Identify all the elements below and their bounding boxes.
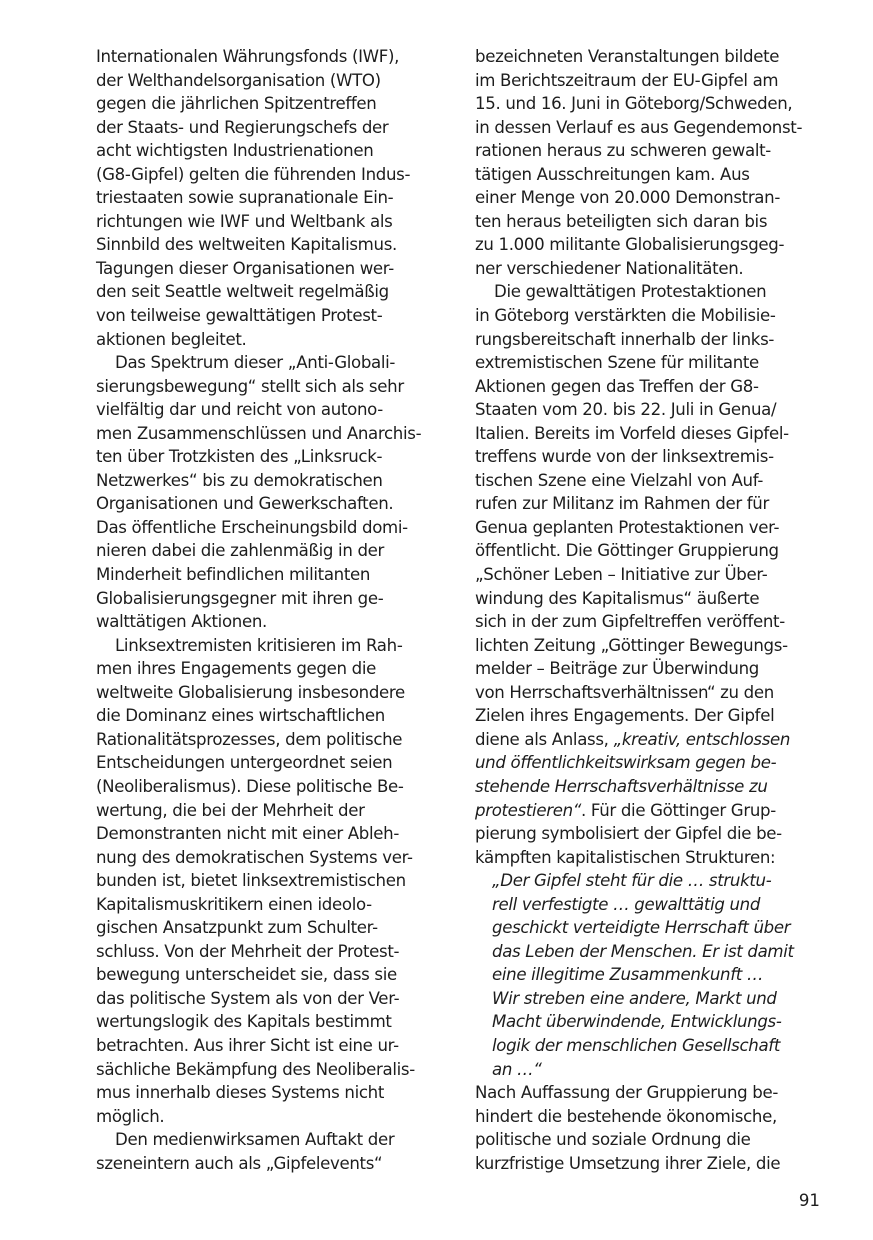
text-line: gischen Ansatzpunkt zum Schulter-	[96, 918, 378, 938]
text-segment: Staaten vom 20. bis 22. Juli in Genua/	[475, 400, 777, 420]
text-line: sächliche Bekämpfung des Neoliberalis-	[96, 1059, 415, 1079]
text-line: Das öffentliche Erscheinungsbild domi-	[96, 517, 408, 537]
text-line	[475, 280, 820, 304]
text-line: wertungslogik des Kapitals bestimmt	[96, 1012, 392, 1032]
italic-text: „kreativ, entschlossen	[613, 729, 791, 749]
text-line	[475, 398, 820, 422]
text-segment: rationen heraus zu schweren gewalt-	[475, 141, 771, 161]
quote-line	[475, 963, 820, 987]
text-line	[475, 634, 820, 658]
text-line	[475, 351, 820, 375]
text-line: Rationalitätsprozesses, dem politische	[96, 729, 403, 749]
italic-text: geschickt verteidigte Herrschaft über	[492, 918, 791, 938]
text-line: die Dominanz eines wirtschaftlichen	[96, 706, 385, 726]
italic-text: rell verfestigte … gewalttätig und	[492, 894, 761, 914]
italic-text: stehende Herrschaftsverhältnisse zu	[475, 776, 768, 796]
text-line: der Welthandelsorganisation (WTO)	[96, 70, 381, 90]
text-line	[475, 469, 820, 493]
text-line	[475, 45, 820, 69]
text-line	[475, 657, 820, 681]
text-line: weltweite Globalisierung insbesondere	[96, 682, 405, 702]
text-segment: rufen zur Militanz im Rahmen der für	[475, 494, 769, 514]
italic-text: und öffentlichkeitswirksam gegen be-	[475, 753, 777, 773]
text-line: Entscheidungen untergeordnet seien	[96, 753, 393, 773]
text-line	[475, 516, 820, 540]
text-line: Das Spektrum dieser „Anti-Globali-	[115, 353, 396, 373]
text-segment: zu 1.000 militante Globalisierungsgeg-	[475, 235, 785, 255]
text-line	[475, 163, 820, 187]
text-line: vielfältig dar und reicht von autono-	[96, 400, 383, 420]
text-line	[475, 92, 820, 116]
text-line: triestaaten sowie supranationale Ein-	[96, 188, 394, 208]
text-line: men ihres Engagements gegen die	[96, 659, 376, 679]
text-line	[475, 304, 820, 328]
text-segment: politische und soziale Ordnung die	[475, 1130, 751, 1150]
text-line: Globalisierungsgegner mit ihren ge-	[96, 588, 384, 608]
italic-text: logik der menschlichen Gesellschaft	[492, 1035, 780, 1055]
text-line: Kapitalismuskritikern einen ideolo-	[96, 894, 372, 914]
text-line: Demonstranten nicht mit einer Ableh-	[96, 824, 399, 844]
text-line	[475, 116, 820, 140]
text-segment: hindert die bestehende ökonomische,	[475, 1106, 777, 1126]
text-line	[475, 822, 820, 846]
italic-text: eine illegitime Zusammenkunft …	[492, 965, 764, 985]
text-line: schluss. Von der Mehrheit der Protest-	[96, 941, 400, 961]
text-segment: „Schöner Leben – Initiative zur Über-	[475, 565, 768, 585]
text-line: möglich.	[96, 1106, 165, 1126]
text-line: wertung, die bei der Mehrheit der	[96, 800, 365, 820]
text-line	[475, 775, 820, 799]
left-text-column	[96, 45, 441, 1175]
text-segment: . Für die Göttinger Grup-	[581, 800, 776, 820]
text-line: richtungen wie IWF und Weltbank als	[96, 211, 393, 231]
text-line: sierungsbewegung“ stellt sich als sehr	[96, 376, 404, 396]
text-segment: im Berichtszeitraum der EU-Gipfel am	[475, 70, 779, 90]
text-line: aktionen begleitet.	[96, 329, 247, 349]
text-line	[475, 492, 820, 516]
quote-line	[475, 869, 820, 893]
text-line: Netzwerkes“ bis zu demokratischen	[96, 470, 383, 490]
text-segment: Genua geplanten Protestaktionen ver-	[475, 517, 780, 537]
text-line	[475, 1105, 820, 1129]
italic-text: protestieren“	[475, 800, 582, 820]
text-segment: Die gewalttätigen Protestaktionen	[494, 282, 767, 302]
text-segment: tätigen Ausschreitungen kam. Aus	[475, 164, 750, 184]
text-segment: bezeichneten Veranstaltungen bildete	[475, 47, 780, 66]
text-segment: Nach Auffassung der Gruppierung be-	[475, 1083, 779, 1103]
text-line	[475, 681, 820, 705]
text-line: Organisationen und Gewerkschaften.	[96, 494, 394, 514]
text-line	[475, 328, 820, 352]
text-line: mus innerhalb dieses Systems nicht	[96, 1083, 384, 1103]
text-line: bunden ist, bietet linksextremistischen	[96, 871, 406, 891]
text-segment: windung des Kapitalismus“ äußerte	[475, 588, 760, 608]
text-segment: ten heraus beteiligten sich daran bis	[475, 211, 768, 231]
text-line	[475, 846, 820, 870]
text-line: nung des demokratischen Systems ver-	[96, 847, 413, 867]
text-line	[475, 539, 820, 563]
text-line	[475, 563, 820, 587]
text-segment: pierung symbolisiert der Gipfel die be-	[475, 824, 782, 844]
text-line	[475, 257, 820, 281]
text-segment: melder – Beiträge zur Überwindung	[475, 659, 759, 679]
italic-text: Macht überwindende, Entwicklungs-	[492, 1012, 782, 1032]
text-segment: extremistischen Szene für militante	[475, 353, 759, 373]
text-line	[475, 1081, 820, 1105]
italic-text: an …“	[492, 1059, 542, 1079]
text-line: das politische System als von der Ver-	[96, 988, 400, 1008]
text-line	[475, 751, 820, 775]
text-line: szeneintern auch als „Gipfelevents“	[96, 1153, 383, 1173]
text-line	[475, 210, 820, 234]
text-segment: rungsbereitschaft innerhalb der links-	[475, 329, 775, 349]
text-line: ten über Trotzkisten des „Linksruck-	[96, 447, 383, 467]
text-line: den seit Seattle weltweit regelmäßig	[96, 282, 389, 302]
text-line	[475, 186, 820, 210]
text-line	[475, 445, 820, 469]
text-segment: diene als Anlass,	[475, 729, 614, 749]
right-text-column	[475, 45, 820, 1175]
text-line: von teilweise gewalttätigen Protest-	[96, 306, 383, 326]
text-line	[475, 1128, 820, 1152]
quote-line	[475, 893, 820, 917]
text-line: Sinnbild des weltweiten Kapitalismus.	[96, 235, 397, 255]
text-segment: Zielen ihres Engagements. Der Gipfel	[475, 706, 775, 726]
text-line	[475, 587, 820, 611]
text-line: gegen die jährlichen Spitzentreffen	[96, 94, 377, 114]
quote-line	[475, 987, 820, 1011]
text-line: der Staats- und Regierungschefs der	[96, 117, 389, 137]
text-line	[475, 610, 820, 634]
text-line: (Neoliberalismus). Diese politische Be-	[96, 776, 404, 796]
text-segment: öffentlicht. Die Göttinger Gruppierung	[475, 541, 779, 561]
quote-line	[475, 940, 820, 964]
quote-line	[475, 1034, 820, 1058]
text-segment: einer Menge von 20.000 Demonstran-	[475, 188, 780, 208]
quote-line	[475, 916, 820, 940]
text-line	[475, 799, 820, 823]
text-segment: 15. und 16. Juni in Göteborg/Schweden,	[475, 94, 793, 114]
text-line	[475, 422, 820, 446]
text-segment: ner verschiedener Nationalitäten.	[475, 258, 744, 278]
text-line: betrachten. Aus ihrer Sicht ist eine ur-	[96, 1035, 399, 1055]
quote-line	[475, 1010, 820, 1034]
text-segment: lichten Zeitung „Göttinger Bewegungs-	[475, 635, 788, 655]
text-line: men Zusammenschlüssen und Anarchis-	[96, 423, 422, 443]
text-segment: kurzfristige Umsetzung ihrer Ziele, die	[475, 1153, 781, 1173]
italic-text: Wir streben eine andere, Markt und	[492, 988, 777, 1008]
quote-line	[475, 1058, 820, 1082]
text-line	[475, 69, 820, 93]
text-line: (G8-Gipfel) gelten die führenden Indus-	[96, 164, 411, 184]
page-number: 91	[798, 1191, 820, 1210]
text-line	[475, 139, 820, 163]
text-line	[475, 728, 820, 752]
text-line: nieren dabei die zahlenmäßig in der	[96, 541, 385, 561]
text-line	[475, 704, 820, 728]
text-segment: treffens wurde von der linksextremis-	[475, 447, 774, 467]
text-segment: Italien. Bereits im Vorfeld dieses Gipfel-	[475, 423, 789, 443]
text-segment: in dessen Verlauf es aus Gegendemonst-	[475, 117, 803, 137]
text-line	[475, 375, 820, 399]
text-segment: kämpften kapitalistischen Strukturen:	[475, 847, 776, 867]
text-segment: sich in der zum Gipfeltreffen veröffent-	[475, 612, 785, 632]
text-line: walttätigen Aktionen.	[96, 612, 267, 632]
text-line: acht wichtigsten Industrienationen	[96, 141, 374, 161]
text-line	[475, 1152, 820, 1176]
text-segment: tischen Szene eine Vielzahl von Auf-	[475, 470, 763, 490]
text-segment: Aktionen gegen das Treffen der G8-	[475, 376, 759, 396]
text-segment: in Göteborg verstärkten die Mobilisie-	[475, 306, 776, 326]
text-line: Den medienwirksamen Auftakt der	[115, 1130, 395, 1150]
text-line	[475, 233, 820, 257]
italic-text: „Der Gipfel steht für die … struktu-	[492, 871, 772, 891]
italic-text: das Leben der Menschen. Er ist damit	[492, 941, 794, 961]
text-line: Internationalen Währungsfonds (IWF),	[96, 47, 400, 66]
text-line: bewegung unterscheidet sie, dass sie	[96, 965, 397, 985]
text-segment: von Herrschaftsverhältnissen“ zu den	[475, 682, 774, 702]
text-line: Linksextremisten kritisieren im Rah-	[115, 635, 403, 655]
text-line: Minderheit befindlichen militanten	[96, 565, 371, 585]
text-line: Tagungen dieser Organisationen wer-	[96, 258, 394, 278]
